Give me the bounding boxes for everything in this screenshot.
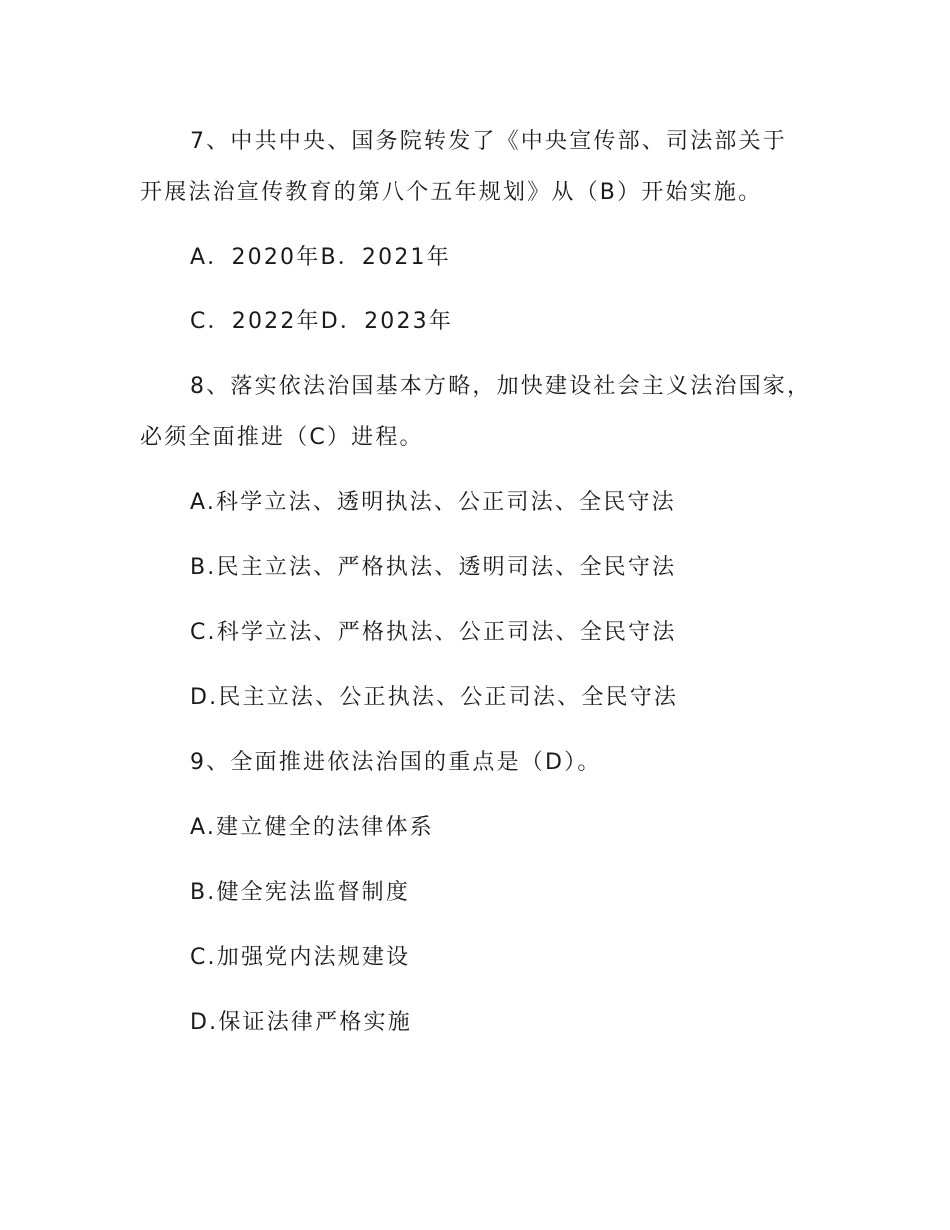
question-8-line-2: 必须全面推进（C）进程。	[140, 425, 424, 450]
question-7-line-2: 开展法治宣传教育的第八个五年规划》从（B）开始实施。	[140, 180, 763, 205]
question-8-option-d: D.民主立法、公正执法、公正司法、全民守法	[190, 685, 679, 710]
question-8-option-c: C.科学立法、严格执法、公正司法、全民守法	[190, 620, 677, 645]
question-7-option-line-1: A．2020年B．2021年	[190, 245, 451, 270]
question-8-option-a: A.科学立法、透明执法、公正司法、全民守法	[190, 490, 676, 515]
question-8-line-1: 8、落实依法治国基本方略，加快建设社会主义法治国家，	[190, 374, 812, 399]
question-9-line-1: 9、全面推进依法治国的重点是（D）。	[190, 750, 602, 775]
question-9-option-b: B.健全宪法监督制度	[190, 880, 411, 905]
question-7-option-line-2: C．2022年D．2023年	[190, 309, 454, 334]
question-8-option-b: B.民主立法、严格执法、透明司法、全民守法	[190, 555, 677, 580]
question-7-line-1: 7、中共中央、国务院转发了《中央宣传部、司法部关于	[190, 129, 787, 154]
question-9-option-c: C.加强党内法规建设	[190, 945, 411, 970]
question-9-option-d: D.保证法律严格实施	[190, 1010, 412, 1035]
question-9-option-a: A.建立健全的法律体系	[190, 815, 434, 840]
